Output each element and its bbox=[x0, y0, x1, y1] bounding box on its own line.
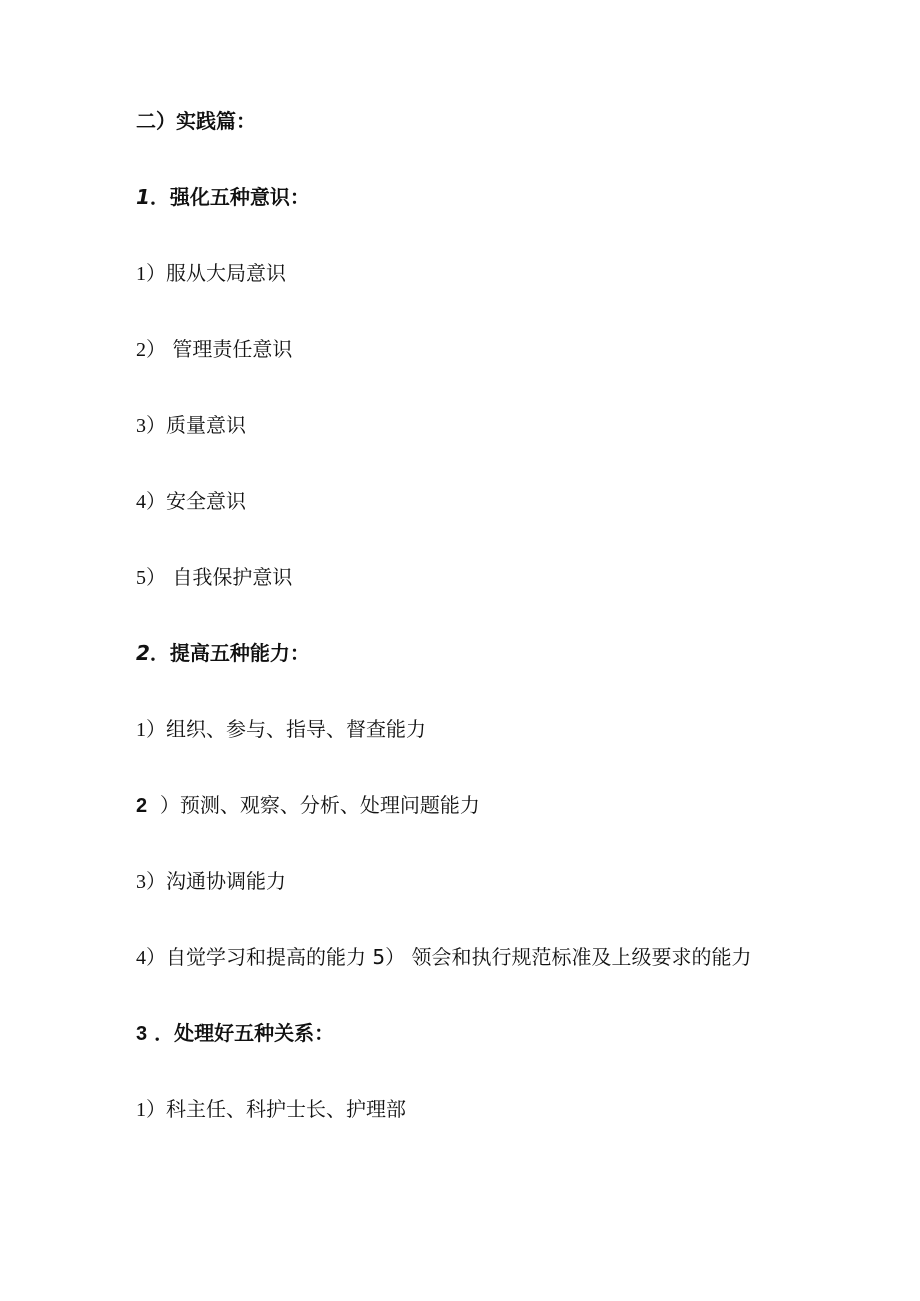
list-item-number: 4 bbox=[136, 491, 146, 513]
list-item bbox=[136, 336, 292, 363]
part1-heading-text: ．强化五种意识： bbox=[149, 185, 310, 209]
list-item-text: ） 自我保护意识 bbox=[146, 565, 293, 589]
list-item-number: 1 bbox=[136, 1099, 146, 1121]
list-item-text: ）服从大局意识 bbox=[146, 261, 286, 285]
part2-heading bbox=[136, 640, 310, 666]
list-item-text: ）科主任、科护士长、护理部 bbox=[146, 1097, 406, 1121]
list-item bbox=[136, 412, 246, 439]
list-item-text: ）组织、参与、指导、督查能力 bbox=[146, 717, 426, 741]
list-item bbox=[136, 868, 286, 895]
part1-heading bbox=[136, 184, 310, 210]
list-item bbox=[136, 944, 751, 971]
list-item-number: 1 bbox=[136, 263, 146, 285]
list-item-text: ）预测、观察、分析、处理问题能力 bbox=[147, 793, 480, 817]
list-item bbox=[136, 1096, 406, 1123]
part3-heading-text: ．处理好五种关系： bbox=[147, 1021, 335, 1045]
list-item-number: 3 bbox=[136, 415, 146, 437]
list-item bbox=[136, 260, 286, 287]
list-item-number: 4 bbox=[136, 947, 146, 969]
list-item-number: 5 bbox=[136, 567, 146, 589]
part1-number: 1 bbox=[136, 185, 150, 209]
list-item-text: ）自觉学习和提高的能力 5） 领会和执行规范标准及上级要求的能力 bbox=[146, 945, 752, 969]
list-item bbox=[136, 488, 246, 515]
list-item-number: 2 bbox=[136, 795, 148, 817]
part2-number: 2 bbox=[136, 641, 150, 665]
part3-heading bbox=[136, 1020, 334, 1047]
list-item bbox=[136, 792, 480, 819]
list-item bbox=[136, 564, 292, 591]
list-item-number: 3 bbox=[136, 871, 146, 893]
list-item-text: ）安全意识 bbox=[146, 489, 246, 513]
part3-number: 3 bbox=[136, 1023, 148, 1045]
section-title bbox=[136, 108, 256, 134]
list-item-number: 2 bbox=[136, 339, 146, 361]
list-item-text: ）质量意识 bbox=[146, 413, 246, 437]
list-item-number: 1 bbox=[136, 719, 146, 741]
part2-heading-text: ．提高五种能力： bbox=[149, 641, 310, 665]
list-item-text: ） 管理责任意识 bbox=[146, 337, 293, 361]
list-item bbox=[136, 716, 426, 743]
section-title-text: 二）实践篇： bbox=[136, 109, 256, 133]
list-item-text: ）沟通协调能力 bbox=[146, 869, 286, 893]
